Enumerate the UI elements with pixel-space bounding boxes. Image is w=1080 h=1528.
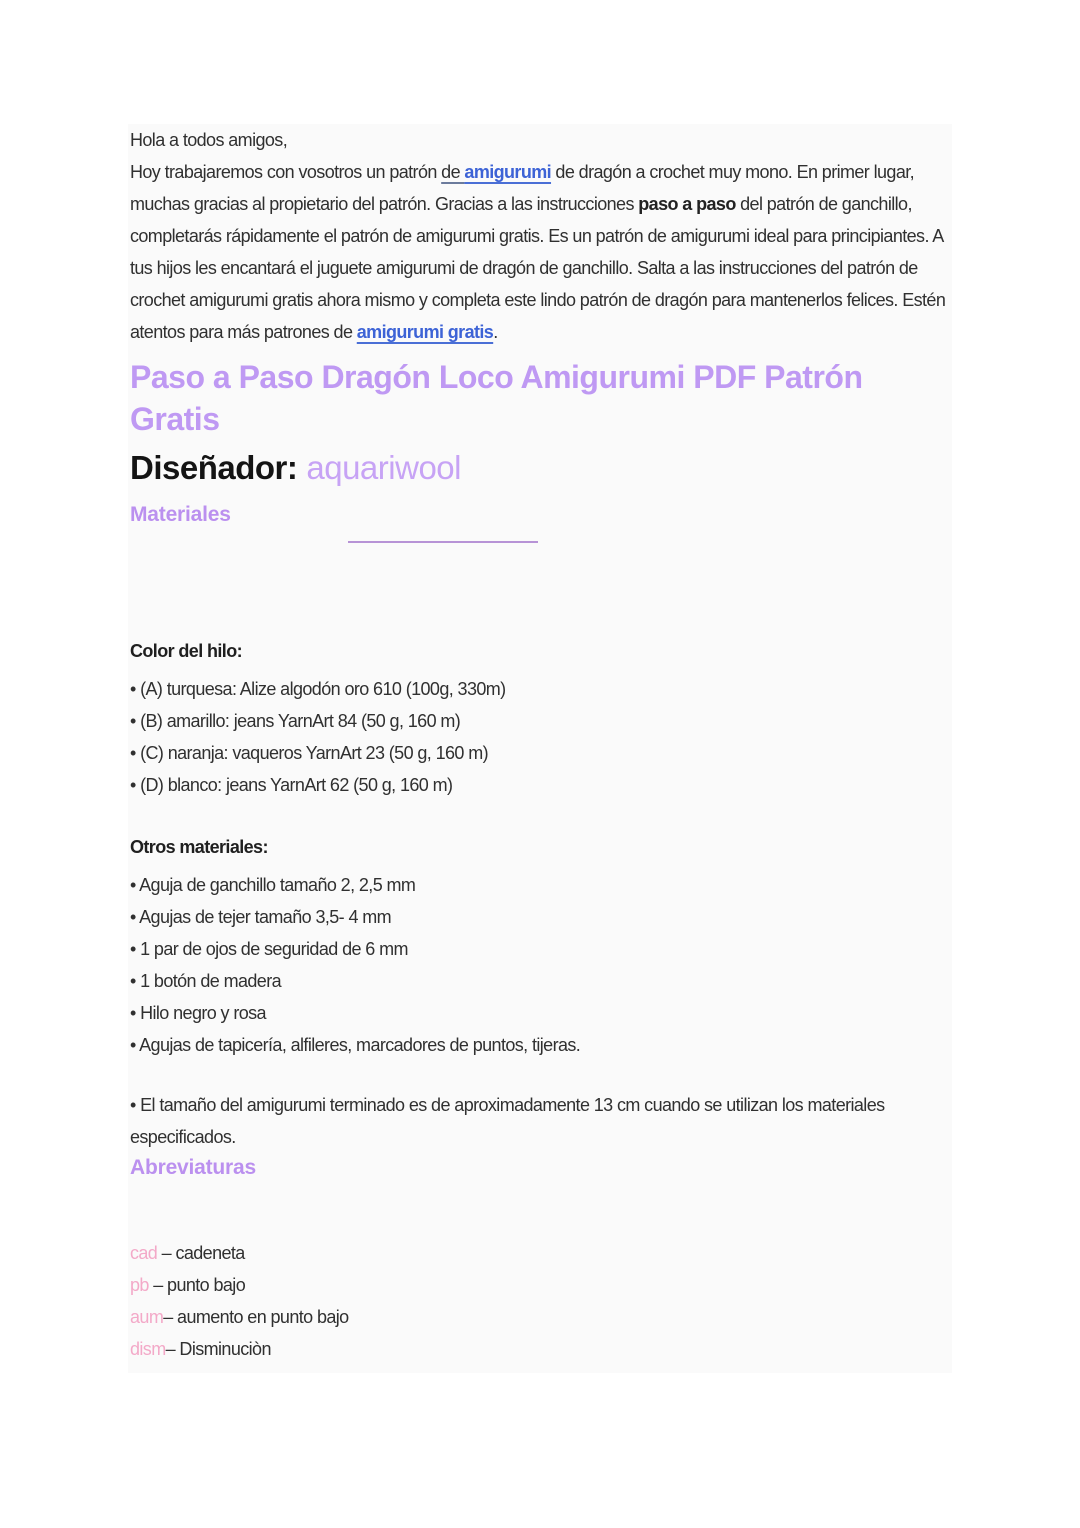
bullet-glyph: • bbox=[130, 971, 141, 991]
list-item bbox=[130, 673, 952, 705]
list-item bbox=[130, 769, 952, 801]
abbreviation-term: aum bbox=[130, 1307, 164, 1327]
abbreviation-term: pb bbox=[130, 1275, 149, 1295]
list-item-text: (C) naranja: vaqueros YarnArt 23 (50 g, 160 m) bbox=[140, 743, 489, 763]
list-item bbox=[130, 869, 952, 901]
bullet-glyph: • bbox=[130, 743, 141, 763]
yarn-list bbox=[130, 673, 952, 801]
abbreviation-description: – cadeneta bbox=[157, 1243, 245, 1263]
list-item bbox=[130, 933, 952, 965]
size-note bbox=[130, 1089, 952, 1153]
abbreviations-heading: Abreviaturas bbox=[130, 1156, 256, 1179]
bullet-glyph: • bbox=[130, 1003, 141, 1023]
abbreviation-description: – punto bajo bbox=[148, 1275, 246, 1295]
designer-label: Diseñador: bbox=[130, 449, 298, 486]
list-item-text: Hilo negro y rosa bbox=[140, 1003, 266, 1023]
abbreviation-item bbox=[130, 1333, 952, 1365]
materials-divider bbox=[348, 541, 538, 543]
list-item bbox=[130, 705, 952, 737]
list-item-text: (A) turquesa: Alize algodón oro 610 (100g, 330m) bbox=[140, 679, 506, 699]
list-item-text: (B) amarillo: jeans YarnArt 84 (50 g, 160 m) bbox=[140, 711, 461, 731]
intro-body bbox=[130, 162, 945, 342]
document-content bbox=[128, 124, 952, 1373]
inline-link[interactable]: de bbox=[441, 162, 465, 182]
list-item bbox=[130, 965, 952, 997]
text-segment: del patrón de ganchillo, completarás rápidamente el patrón de amigurumi gratis. Es un patrón de amigurumi ideal para principiantes. A tus hijos les encantará el juguete amigurumi de dragón de ganchillo. Salta a las instrucciones del patrón de crochet amigurumi gratis ahora mismo y completa este lindo patrón de dragón para mantenerlos felices. Estén atentos para más patrones de bbox=[130, 194, 946, 342]
designer-name-link[interactable]: aquariwool bbox=[306, 449, 461, 486]
list-item bbox=[130, 1029, 952, 1061]
abbreviation-term: dism bbox=[130, 1339, 166, 1359]
size-note-text: El tamaño del amigurumi terminado es de aproximadamente 13 cm cuando se utilizan los materiales especificados. bbox=[130, 1095, 885, 1147]
yarn-section-title: Color del hilo: bbox=[130, 641, 242, 661]
abbreviation-item bbox=[130, 1237, 952, 1269]
inline-link[interactable]: amigurumi bbox=[464, 162, 552, 182]
other-materials-title: Otros materiales: bbox=[130, 837, 268, 857]
list-item-text: 1 par de ojos de seguridad de 6 mm bbox=[140, 939, 408, 959]
list-item-text: Aguja de ganchillo tamaño 2, 2,5 mm bbox=[139, 875, 416, 895]
materials-heading: Materiales bbox=[130, 503, 231, 526]
text-segment: Hoy trabajaremos con vosotros un patrón bbox=[130, 162, 442, 182]
abbreviations-list bbox=[130, 1237, 952, 1365]
text-segment: . bbox=[493, 322, 498, 342]
list-item bbox=[130, 997, 952, 1029]
emphasized-text: paso a paso bbox=[638, 194, 736, 214]
abbreviation-description: – aumento en punto bajo bbox=[163, 1307, 349, 1327]
intro-paragraph bbox=[130, 124, 952, 348]
designer-heading bbox=[130, 446, 952, 490]
bullet-glyph: • bbox=[130, 775, 141, 795]
bullet-glyph: • bbox=[130, 1095, 136, 1115]
page-title: Paso a Paso Dragón Loco Amigurumi PDF Patrón Gratis bbox=[130, 359, 863, 437]
list-item bbox=[130, 901, 952, 933]
list-item-text: (D) blanco: jeans YarnArt 62 (50 g, 160 m) bbox=[140, 775, 453, 795]
list-item bbox=[130, 737, 952, 769]
list-item-text: 1 botón de madera bbox=[140, 971, 282, 991]
other-materials-list bbox=[130, 869, 952, 1061]
text-segment: de dragón a crochet muy mono. En primer lugar, muchas gracias al propietario del patrón. Gracias a las instrucciones bbox=[130, 162, 915, 214]
intro-greeting: Hola a todos amigos, bbox=[130, 130, 288, 150]
bullet-glyph: • bbox=[130, 907, 140, 927]
bullet-glyph: • bbox=[130, 1035, 140, 1055]
abbreviation-term: cad bbox=[130, 1243, 158, 1263]
bullet-glyph: • bbox=[130, 711, 141, 731]
abbreviation-description: – Disminuciòn bbox=[165, 1339, 271, 1359]
bullet-glyph: • bbox=[130, 939, 141, 959]
list-item-text: Agujas de tapicería, alfileres, marcadores de puntos, tijeras. bbox=[139, 1035, 581, 1055]
bullet-glyph: • bbox=[130, 875, 140, 895]
inline-link[interactable]: amigurumi gratis bbox=[356, 322, 494, 342]
abbreviation-item bbox=[130, 1269, 952, 1301]
abbreviation-item bbox=[130, 1301, 952, 1333]
bullet-glyph: • bbox=[130, 679, 141, 699]
list-item-text: Agujas de tejer tamaño 3,5- 4 mm bbox=[139, 907, 392, 927]
